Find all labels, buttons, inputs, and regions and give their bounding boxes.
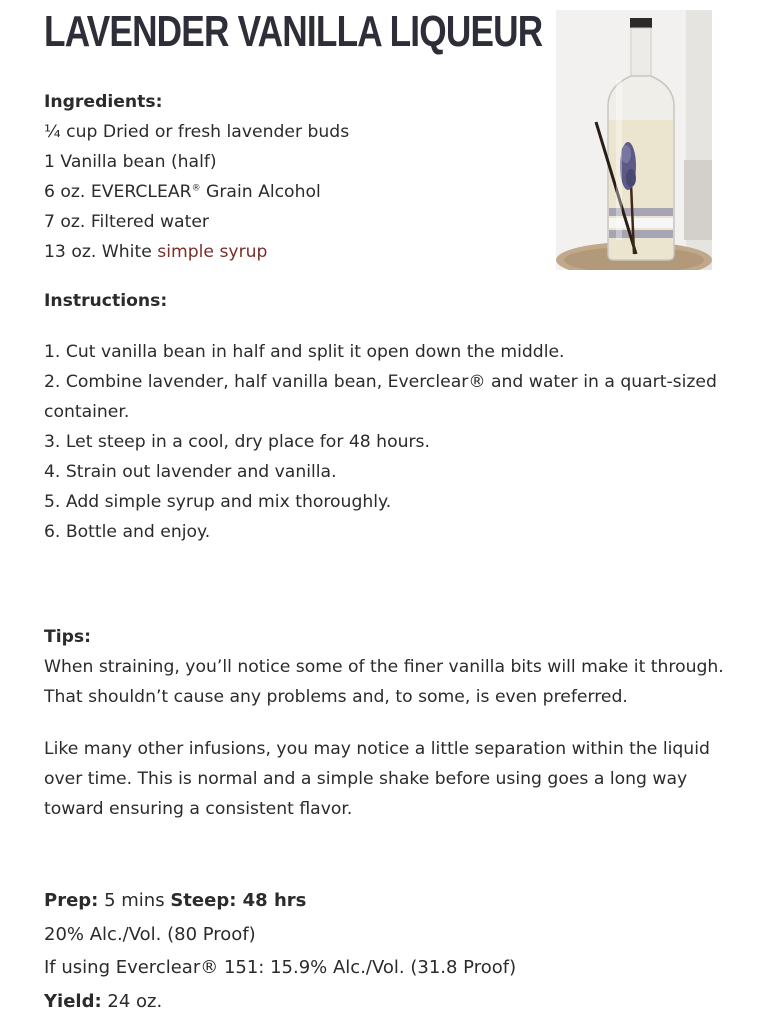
steep-label: Steep: 48 hrs — [170, 890, 307, 911]
prep-steep-line — [44, 884, 748, 918]
instruction-step: 5. Add simple syrup and mix thoroughly. — [44, 492, 392, 512]
ingredient-everclear-text: 6 oz. EVERCLEAR — [44, 182, 192, 202]
tips-text: That shouldn’t cause any problems and, to some, is even preferred. — [44, 687, 628, 707]
yield-value: 24 oz. — [101, 990, 163, 1012]
ingredients-heading: Ingredients: — [44, 92, 163, 112]
instructions-heading: Instructions: — [44, 291, 168, 311]
tips-section — [44, 622, 748, 712]
registered-mark: ® — [191, 183, 201, 194]
tips-heading: Tips: — [44, 627, 92, 647]
page-title: LAVENDER VANILLA LIQUEUR — [44, 7, 543, 56]
ingredient-syrup-text: 13 oz. White — [44, 242, 158, 262]
instruction-step: 1. Cut vanilla bean in half and split it open down the middle. — [44, 342, 565, 362]
simple-syrup-link[interactable]: simple syrup — [157, 242, 268, 262]
instruction-step: 3. Let steep in a cool, dry place for 48 hours. — [44, 432, 430, 452]
yield-label: Yield: — [44, 990, 102, 1012]
tips-text: toward ensuring a consistent flavor. — [44, 799, 353, 819]
tips-text: Like many other infusions, you may notice a little separation within the liquid — [44, 739, 710, 759]
ingredient-everclear — [44, 177, 748, 207]
tips-text: over time. This is normal and a simple shake before using goes a long way — [44, 769, 688, 789]
tips-text: When straining, you’ll notice some of the finer vanilla bits will make it through. — [44, 657, 724, 677]
prep-label: Prep: — [44, 890, 99, 911]
instruction-step: 6. Bottle and enjoy. — [44, 522, 211, 542]
instructions-list — [44, 337, 748, 547]
yield-line — [44, 985, 748, 1019]
ingredient-syrup — [44, 237, 748, 267]
instruction-step: container. — [44, 402, 130, 422]
ingredient-water: 7 oz. Filtered water — [44, 212, 209, 232]
ingredients-section — [44, 87, 748, 267]
recipe-stats — [44, 884, 748, 1018]
ingredient-lavender: ¼ cup Dried or fresh lavender buds — [44, 122, 350, 142]
prep-value: 5 mins — [98, 890, 171, 911]
abv-line: 20% Alc./Vol. (80 Proof) — [44, 923, 256, 945]
instructions-heading-block — [44, 286, 748, 316]
instruction-step: 2. Combine lavender, half vanilla bean, Everclear® and water in a quart-sized — [44, 372, 717, 392]
tips-paragraph-2 — [44, 734, 748, 824]
instruction-step: 4. Strain out lavender and vanilla. — [44, 462, 337, 482]
ingredient-vanilla: 1 Vanilla bean (half) — [44, 152, 217, 172]
abv-151-line: If using Everclear® 151: 15.9% Alc./Vol. (31.8 Proof) — [44, 957, 517, 978]
ingredient-everclear-suffix: Grain Alcohol — [200, 182, 321, 202]
